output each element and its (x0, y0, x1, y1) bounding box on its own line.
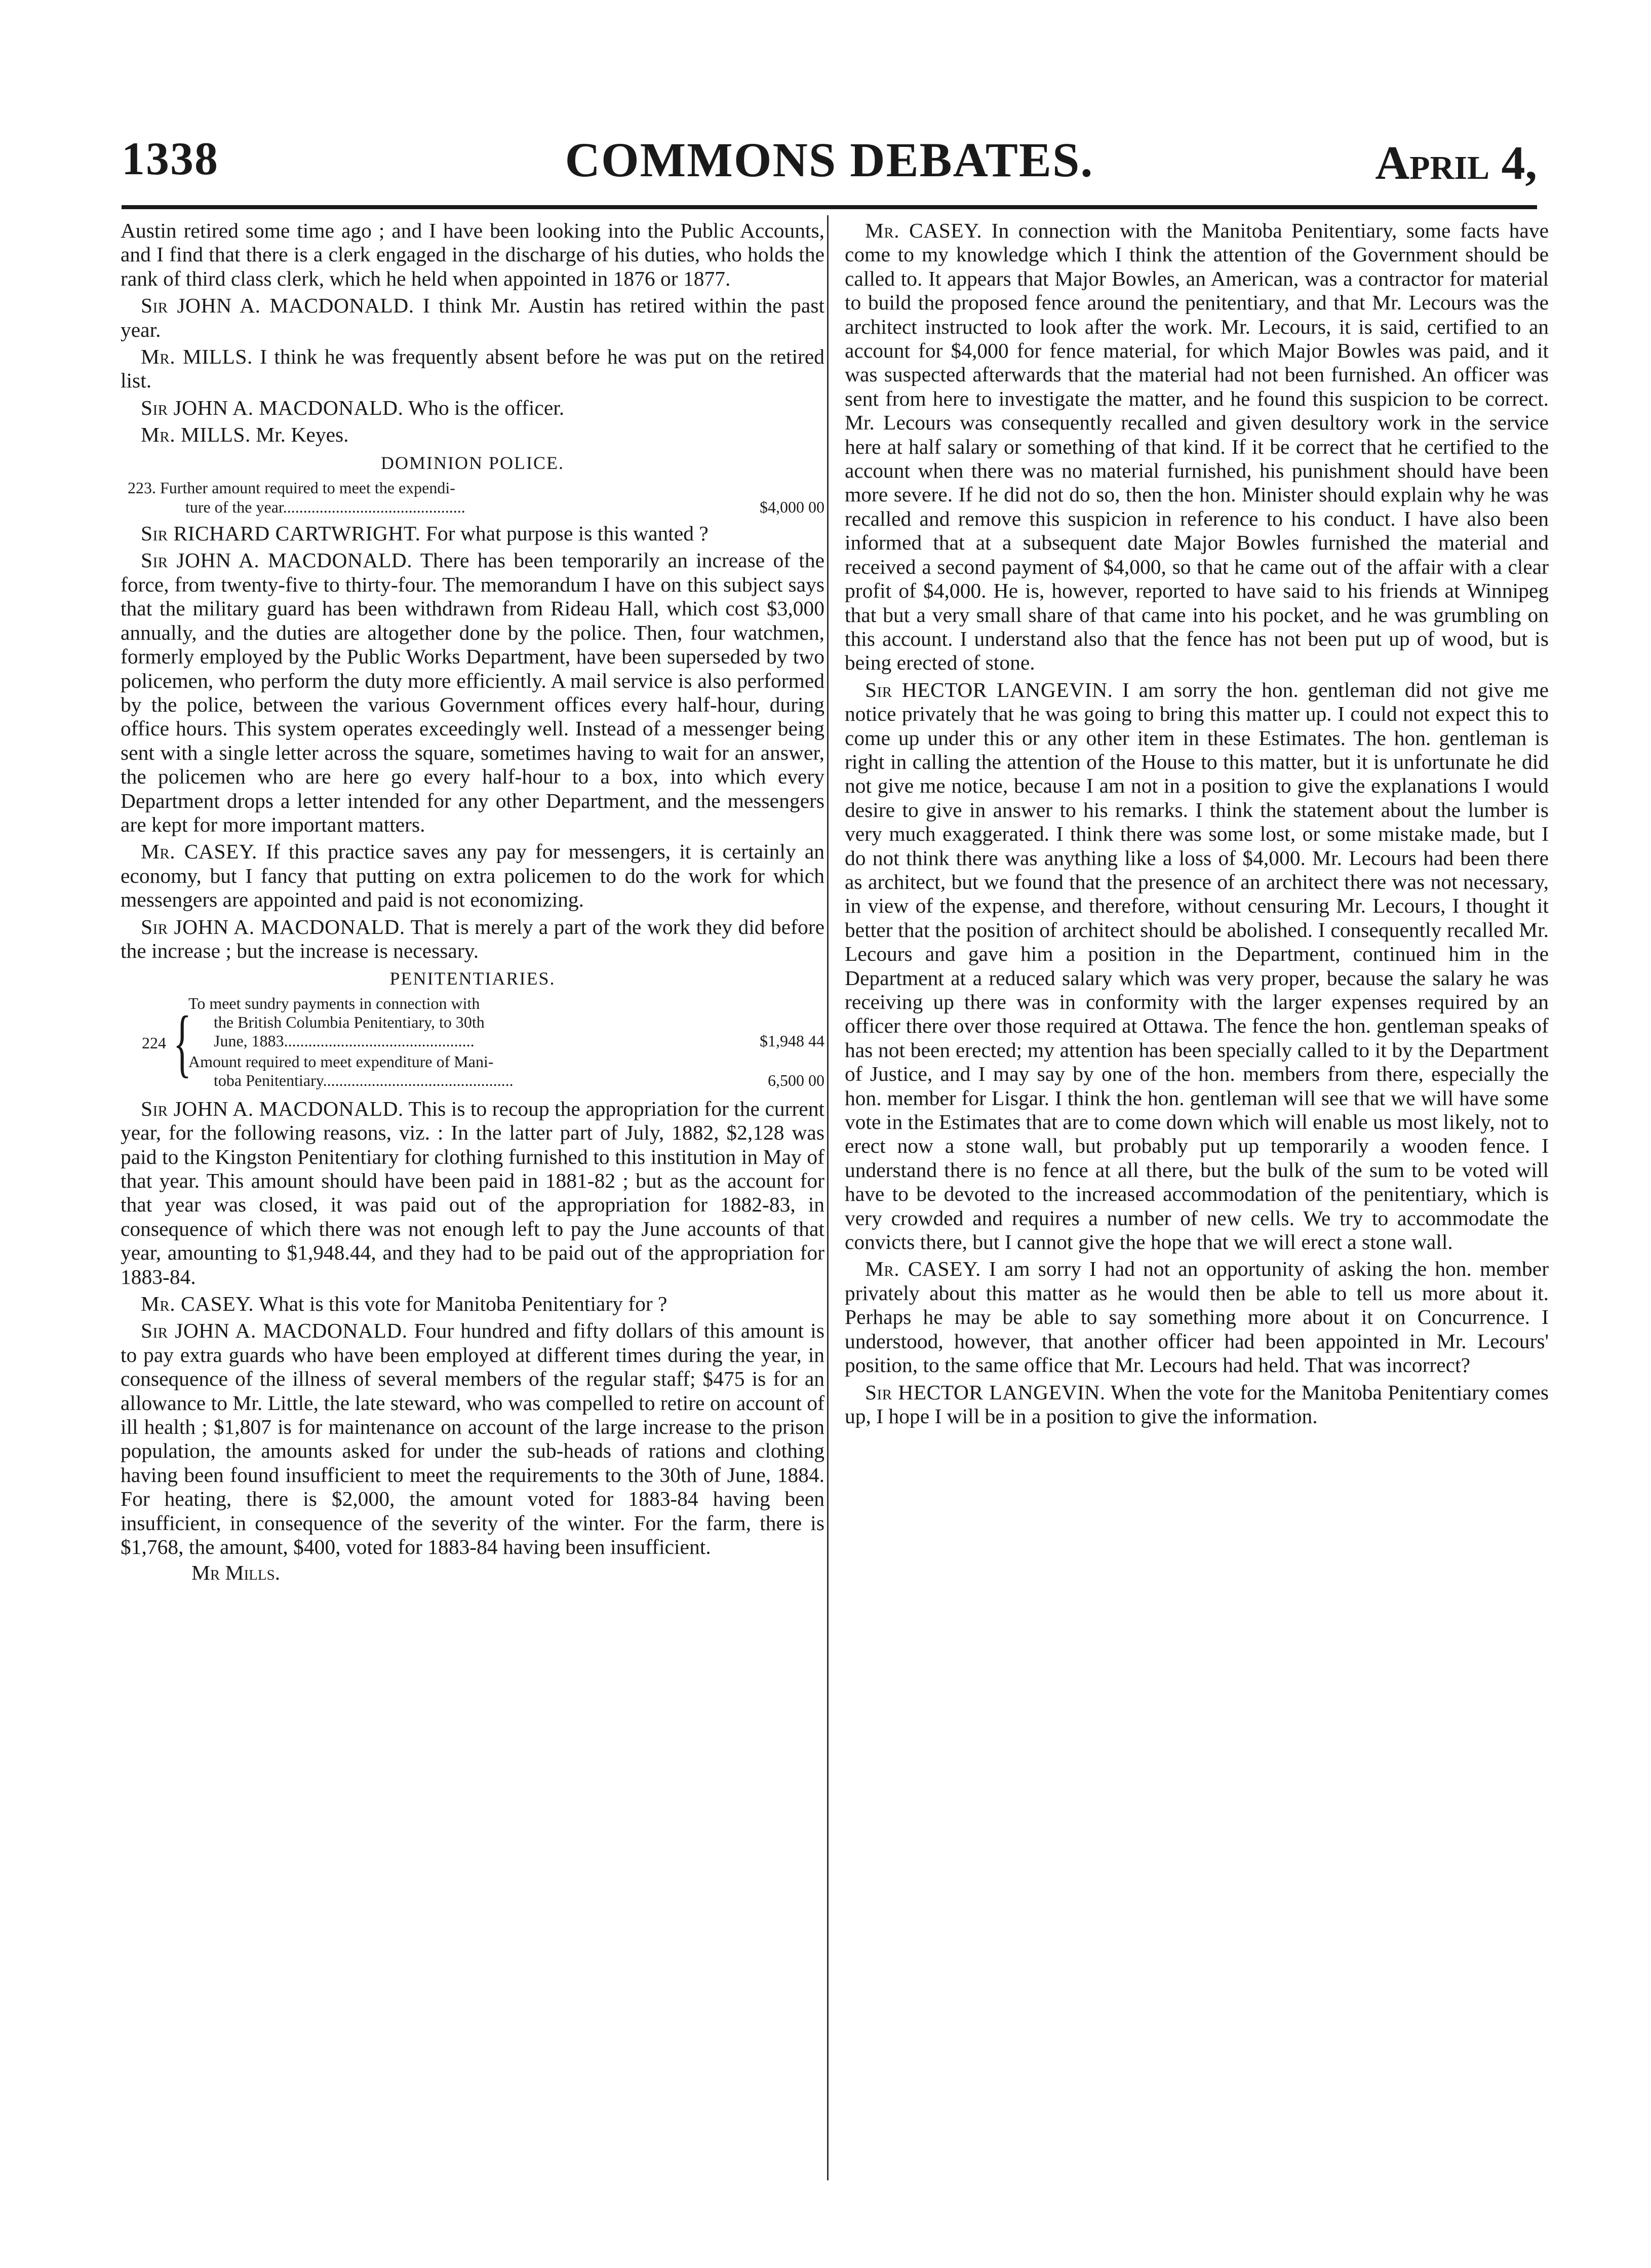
header-rule (122, 205, 1537, 209)
estimate-row (121, 478, 824, 497)
item-description: June, 1883............................................... (214, 1031, 475, 1050)
speech-paragraph (845, 219, 1549, 675)
right-column (845, 219, 1549, 2184)
item-number: 224 (142, 1033, 166, 1052)
item-description: ture of the year............................................. (185, 498, 465, 517)
speech-paragraph (121, 522, 824, 545)
section-heading: DOMINION POLICE. (381, 452, 564, 473)
speech-paragraph (121, 1319, 824, 1559)
speech-paragraph (121, 1097, 824, 1289)
item-entries (188, 994, 824, 1092)
item-amount: $1,948 44 (760, 1031, 824, 1050)
page-header (122, 122, 1537, 192)
speech-text: Who is the officer. (408, 396, 565, 419)
speech-text: That is merely a part of the work they did before the increase ; but the increase is necessary. (121, 915, 824, 962)
speech-paragraph (121, 915, 824, 963)
speaker-name: Sir HECTOR LANGEVIN. (865, 1380, 1106, 1404)
speaker-name: Sir JOHN A. MACDONALD. (141, 915, 405, 939)
estimate-row (121, 497, 824, 517)
speech-text: There has been temporarily an increase of the force, from twenty-five to thirty-four. The memorandum I have on this subject says that the military guard has been withdrawn from Rideau Hall, which cost $3,000 annually, and the duties are altogether done by the police. Then, four watchmen, formerly employed by the Public Works Department, have been superseded by two policemen, who perform the duty more efficiently. A mail service is also performed by the police, between the various Government offices every half-hour, during office hours. This system operates exceedingly well. Instead of a messenger being sent with a single letter across the square, sometimes having to wait for an answer, the policemen who are here go every half-hour to a box, into which every Department drops a letter intended for any other Department, and the messengers are kept for more important matters. (121, 549, 824, 836)
speaker-name: Sir JOHN A. MACDONALD. (141, 1097, 404, 1120)
left-column (121, 219, 824, 2184)
column-divider (827, 215, 829, 2180)
item-entry (188, 1052, 824, 1090)
speech-text: What is this vote for Manitoba Penitentiary for ? (258, 1292, 667, 1316)
speech-paragraph (121, 1292, 824, 1316)
speaker-name: Sir HECTOR LANGEVIN. (865, 678, 1113, 701)
page-date: April 4, (1375, 137, 1537, 189)
speech-text: Mr. Keyes. (256, 423, 349, 447)
speech-text: If this practice saves any pay for messengers, it is certainly an economy, but I fancy that putting on extra policemen to do the work for which messengers are appointed and paid is not economizing. (121, 840, 824, 912)
speech-paragraph (845, 1257, 1549, 1377)
speech-text: This is to recoup the appropriation for the current year, for the following reasons, viz. : In the latter part of July, 1882, $2,128 was paid to the Kingston Penitentiary for clothing furnished to this institution in May of that year. This amount should have been paid in 1881-82 ; but as the account for that year was closed, it was paid out of the appropriation for 1882-83, in consequence of which there was not enough left to pay the June accounts of that year, amounting to $1,948.44, and they had to be paid out of the appropriation for 1883-84. (121, 1097, 824, 1288)
section-heading: PENITENTIARIES. (389, 968, 556, 989)
speaker-name: Sir JOHN A. MACDONALD. (141, 294, 414, 318)
speech-paragraph (121, 345, 824, 393)
speech-paragraph (845, 678, 1549, 1255)
item-entry (188, 994, 824, 1050)
speaker-name: Sir JOHN A. MACDONALD. (141, 1319, 408, 1343)
item-description: the British Columbia Penitentiary, to 30th (214, 1012, 485, 1031)
speech-text: I think he was frequently absent before he was put on the retired list. (121, 345, 824, 393)
speech-text: In connection with the Manitoba Penitentiary, some facts have come to my knowledge which I think the attention of the Government should be called to. It appears that Major Bowles, an American, was a contractor for material to build the proposed fence around the penitentiary, and that Mr. Lecours was the architect instructed to look after the work. Mr. Lecours, it is said, certified to an account for $4,000 for fence material, for which Major Bowles was paid, and it was suspected afterwards that the material had not been furnished. An officer was sent from here to investigate the matter, and he found this suspicion to be correct. Mr. Lecours was consequently recalled and given desultory work in the service here at half salary or something of that kind. If it be correct that he certified to the account when there was no material furnished, his punishment should have been more severe. If he did not do so, then the hon. Minister should explain why he was recalled and remove this suspicion in reference to his conduct. I have also been informed that at a subsequent date Major Bowles furnished the material and received a second payment of $4,000, so that he came out of the affair with a clear profit of $4,000. He is, however, reported to have said to his friends at Winnipeg that but a very small share of that came into his pocket, and he was grumbling on this account. I understand also that the fence has not been put up of wood, but is being erected of stone. (845, 219, 1549, 675)
speaker-name: Sir JOHN A. MACDONALD. (141, 549, 413, 572)
item-description: toba Penitentiary............................................... (214, 1071, 514, 1089)
speaker-name: Sir RICHARD CARTWRIGHT. (141, 522, 421, 545)
speaker-name: Sir JOHN A. MACDONALD. (141, 396, 404, 419)
speech-text: I am sorry the hon. gentleman did not give me notice privately that he was going to bring this matter up. I could not expect this to come up under this or any other item in these Estimates. The hon. gentleman is right in calling the attention of the House to this matter, but it is unfortunate he did not give me notice, because I am not in a position to give the explanations I would desire to give in answer to his remarks. I think the statement about the lumber is very much exaggerated. I think there was some lost, or some mistake made, but I do not think there was anything like a loss of $4,000. Mr. Lecours had been there as architect, but we found that the presence of an architect there was not necessary, in view of the expense, and therefore, without censuring Mr. Lecours, I thought it better that the position of architect should be abolished. I consequently recalled Mr. Lecours and gave him a position in the Department, continued him in the Department at a reduced salary which was very proper, because the salary he was receiving up there was in conformity with the larger expenses required by an officer there over those required at Ottawa. The fence the hon. gentleman speaks of has not been erected; my attention has been specially called to it by the Department of Justice, and I may say by one of the hon. members from there, especially the hon. member for Lisgar. I think the hon. gentleman will see that we will have some vote in the Estimates that are to come down which will enable us most likely, not to erect now a stone wall, but probably put up temporarily a wooden fence. I understand there is no fence at all there, but the bulk of the sum to be voted will have to be devoted to the increased accommodation of the penitentiary, which is very crowded and requires a number of new cells. We try to accommodate the convicts there, but I cannot give the hope that we will erect a stone wall. (845, 678, 1549, 1254)
speech-text: For what purpose is this wanted ? (425, 522, 709, 545)
item-description: To meet sundry payments in connection with (188, 994, 480, 1012)
speech-paragraph (121, 840, 824, 912)
estimate-item-224 (121, 994, 824, 1092)
speech-paragraph (845, 1381, 1549, 1429)
item-entry-row (188, 1032, 824, 1050)
speech-text: I am sorry I had not an opportunity of asking the hon. member privately about this matter as he would then be able to tell us more about it. Perhaps he may be able to say something more about it on Concurrence. I understood, however, that another officer had been appointed in Mr. Lecours' position, to the same office that Mr. Lecours had held. That was incorrect? (845, 1257, 1549, 1377)
item-amount: 6,500 00 (768, 1071, 824, 1089)
speaker-name: Mr. MILLS. (141, 423, 251, 447)
speech-paragraph (121, 396, 824, 420)
estimate-item-223 (121, 478, 824, 517)
speech-text: When the vote for the Manitoba Penitentiary comes up, I hope I will be in a position to give the information. (845, 1380, 1549, 1428)
speaker-name: Mr. CASEY. (141, 840, 257, 864)
item-number: 223. (128, 479, 156, 497)
speaker-name: Mr. CASEY. (141, 1292, 254, 1316)
item-description: Amount required to meet expenditure of Mani- (188, 1052, 494, 1071)
page-number: 1338 (122, 133, 219, 184)
speech-paragraph (121, 423, 824, 447)
speaker-name: Mr. CASEY. (865, 1257, 981, 1281)
item-amount: $4,000 00 (760, 498, 824, 517)
speech-text: Four hundred and fifty dollars of this amount is to pay extra guards who have been employed at different times during the year, in consequence of the illness of several members of the regular staff; $475 is for an allowance to Mr. Little, the late steward, who was compelled to retire on account of ill health ; $1,807 is for maintenance on account of the large increase to the prison population, the amounts asked for under the sub-heads of rations and clothing having been found insufficient to meet the requirements to the 30th of June, 1884. For heating, there is $2,000, the amount voted for 1883-84 having been insufficient, in consequence of the severity of the winter. For the farm, there is $1,768, the amount, $400, voted for 1883-84 having been insufficient. (121, 1319, 824, 1559)
paragraph: Austin retired some time ago ; and I have been looking into the Public Accounts, and I find that there is a clerk engaged in the discharge of his duties, who holds the rank of third class clerk, which he held when appointed in 1876 or 1877. (121, 219, 824, 290)
item-entry-row (188, 1071, 824, 1090)
speech-text: I think Mr. Austin has retired within the past year. (121, 294, 824, 341)
brace-glyph: { (173, 1001, 191, 1085)
speaker-name: Mr. CASEY. (865, 219, 982, 242)
page-signature: Mr Mills. (191, 1560, 281, 1584)
speaker-name: Mr. MILLS. (141, 345, 253, 369)
speech-paragraph (121, 294, 824, 342)
publication-title: COMMONS DEBATES. (565, 133, 1094, 187)
item-description: Further amount required to meet the expendi- (160, 479, 455, 497)
speech-paragraph (121, 549, 824, 837)
